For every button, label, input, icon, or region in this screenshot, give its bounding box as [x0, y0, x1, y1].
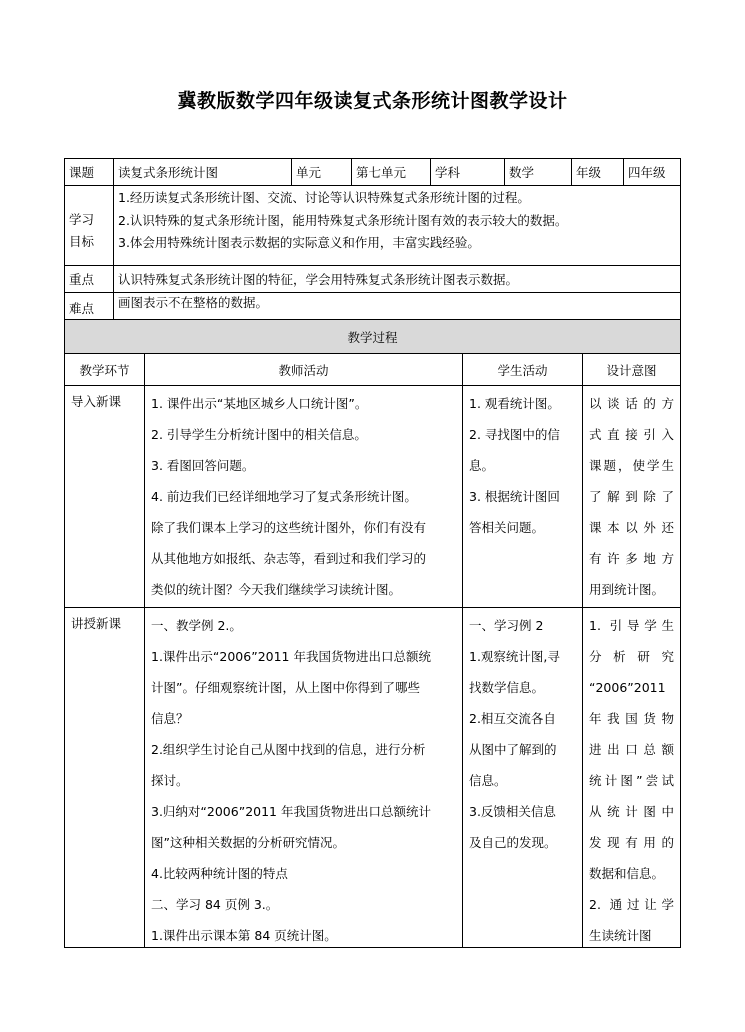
student-line: 一、学习例 2 — [469, 618, 544, 633]
student-line: 3.反馈相关信息 — [469, 804, 556, 819]
teacher-line: 3. 看图回答问题。 — [151, 458, 255, 473]
grade-value: 四年级 — [623, 158, 681, 185]
student-activity-new — [462, 607, 582, 948]
goal-item: 2.认识特殊的复式条形统计图，能用特殊复式条形统计图有效的表示较大的数据。 — [118, 212, 568, 228]
col-header-intent: 设计意图 — [582, 353, 681, 385]
intent-line: 发现有用的 — [589, 835, 674, 850]
student-line: 及自己的发现。 — [469, 835, 557, 850]
teacher-line: 从其他地方如报纸、杂志等，看到过和我们学习的 — [151, 551, 427, 566]
student-line: 1. 观看统计图。 — [469, 396, 560, 411]
grade-label: 年级 — [571, 158, 623, 185]
intent-line: 课本以外还 — [589, 520, 674, 535]
teacher-line: 4.比较两种统计图的特点 — [151, 866, 288, 881]
intent-line: 2. 通过让学 — [589, 897, 674, 912]
student-line: 息。 — [469, 458, 495, 473]
student-line: 2. 寻找图中的信 — [469, 427, 560, 442]
student-line: 从图中了解到的 — [469, 742, 557, 757]
intent-line: 以谈话的方 — [589, 396, 674, 411]
intent-line: 分析研究 — [589, 649, 674, 664]
goals-label — [64, 185, 113, 265]
intent-line: 进出口总额 — [589, 742, 674, 757]
unit-value: 第七单元 — [351, 158, 430, 185]
stage-intro: 导入新课 — [64, 385, 144, 607]
student-line: 找数学信息。 — [469, 680, 545, 695]
teacher-line: 4. 前边我们已经详细地学习了复式条形统计图。 — [151, 489, 417, 504]
teacher-line: 探讨。 — [151, 773, 189, 788]
process-title: 教学过程 — [64, 319, 681, 353]
intent-line: 从统计图中 — [589, 804, 674, 819]
goal-item: 3.体会用特殊统计图表示数据的实际意义和作用，丰富实践经验。 — [118, 235, 480, 250]
teacher-line: 除了我们课本上学习的这些统计图外，你们有没有 — [151, 520, 427, 535]
subject-value: 数学 — [504, 158, 571, 185]
teacher-line: 1.课件出示“2006”2011 年我国货物进出口总额统 — [151, 649, 431, 664]
teacher-line: 1.课件出示课本第 84 页统计图。 — [151, 928, 337, 943]
teacher-activity-new — [144, 607, 462, 948]
difficulty-label: 难点 — [64, 292, 113, 319]
student-activity-intro — [462, 385, 582, 607]
teacher-line: 2. 引导学生分析统计图中的相关信息。 — [151, 427, 367, 442]
stage-new-lesson: 讲授新课 — [64, 607, 144, 948]
intent-line: 统计图”尝试 — [589, 773, 674, 788]
teacher-line: 3.归纳对“2006”2011 年我国货物进出口总额统计 — [151, 804, 431, 819]
student-line: 1.观察统计图,寻 — [469, 649, 560, 664]
goals-label-line: 目标 — [69, 234, 95, 249]
intent-line: 用到统计图。 — [589, 582, 665, 597]
topic-label: 课题 — [64, 158, 113, 185]
design-intent-new — [582, 607, 681, 948]
intent-line: 生读统计图 — [589, 928, 652, 943]
teacher-line: 图”这种相关数据的分析研究情况。 — [151, 835, 345, 850]
student-line: 3. 根据统计图回 — [469, 489, 560, 504]
student-line: 信息。 — [469, 773, 507, 788]
student-line: 2.相互交流各自 — [469, 711, 556, 726]
teacher-line: 类似的统计图？今天我们继续学习读统计图。 — [151, 582, 402, 597]
col-header-stage: 教学环节 — [64, 353, 144, 385]
teacher-line: 计图”。仔细观察统计图，从上图中你得到了哪些 — [151, 680, 420, 695]
intent-line: 了解到除了 — [589, 489, 674, 504]
teacher-line: 二、学习 84 页例 3.。 — [151, 897, 279, 912]
intent-line: 数据和信息。 — [589, 866, 665, 881]
intent-line: 1. 引导学生 — [589, 618, 674, 633]
intent-line: 课题，使学生 — [589, 458, 674, 473]
teacher-line: 1. 课件出示“某地区城乡人口统计图”。 — [151, 396, 368, 411]
col-header-student: 学生活动 — [462, 353, 582, 385]
teacher-line: 信息？ — [151, 711, 189, 726]
intent-line: 有许多地方 — [589, 551, 674, 566]
goals-label-line: 学习 — [69, 212, 95, 227]
difficulty-value: 画图表示不在整格的数据。 — [113, 292, 681, 319]
subject-label: 学科 — [430, 158, 504, 185]
key-point-value: 认识特殊复式条形统计图的特征，学会用特殊复式条形统计图表示数据。 — [113, 265, 681, 292]
goal-item: 1.经历读复式条形统计图、交流、讨论等认识特殊复式条形统计图的过程。 — [118, 190, 530, 205]
teacher-line: 2.组织学生讨论自己从图中找到的信息，进行分析 — [151, 742, 426, 757]
intent-line: 年我国货物 — [589, 711, 674, 726]
unit-label: 单元 — [291, 158, 351, 185]
teacher-line: 一、教学例 2.。 — [151, 618, 242, 633]
document-title: 冀教版数学四年级读复式条形统计图教学设计 — [177, 90, 568, 112]
key-point-label: 重点 — [64, 265, 113, 292]
topic-value: 读复式条形统计图 — [113, 158, 291, 185]
teacher-activity-intro — [144, 385, 462, 607]
intent-line: 式直接引入 — [589, 427, 674, 442]
col-header-teacher: 教师活动 — [144, 353, 462, 385]
goals-list — [113, 185, 681, 265]
intent-line: “2006”2011 — [589, 680, 666, 695]
student-line: 答相关问题。 — [469, 520, 545, 535]
design-intent-intro — [582, 385, 681, 607]
